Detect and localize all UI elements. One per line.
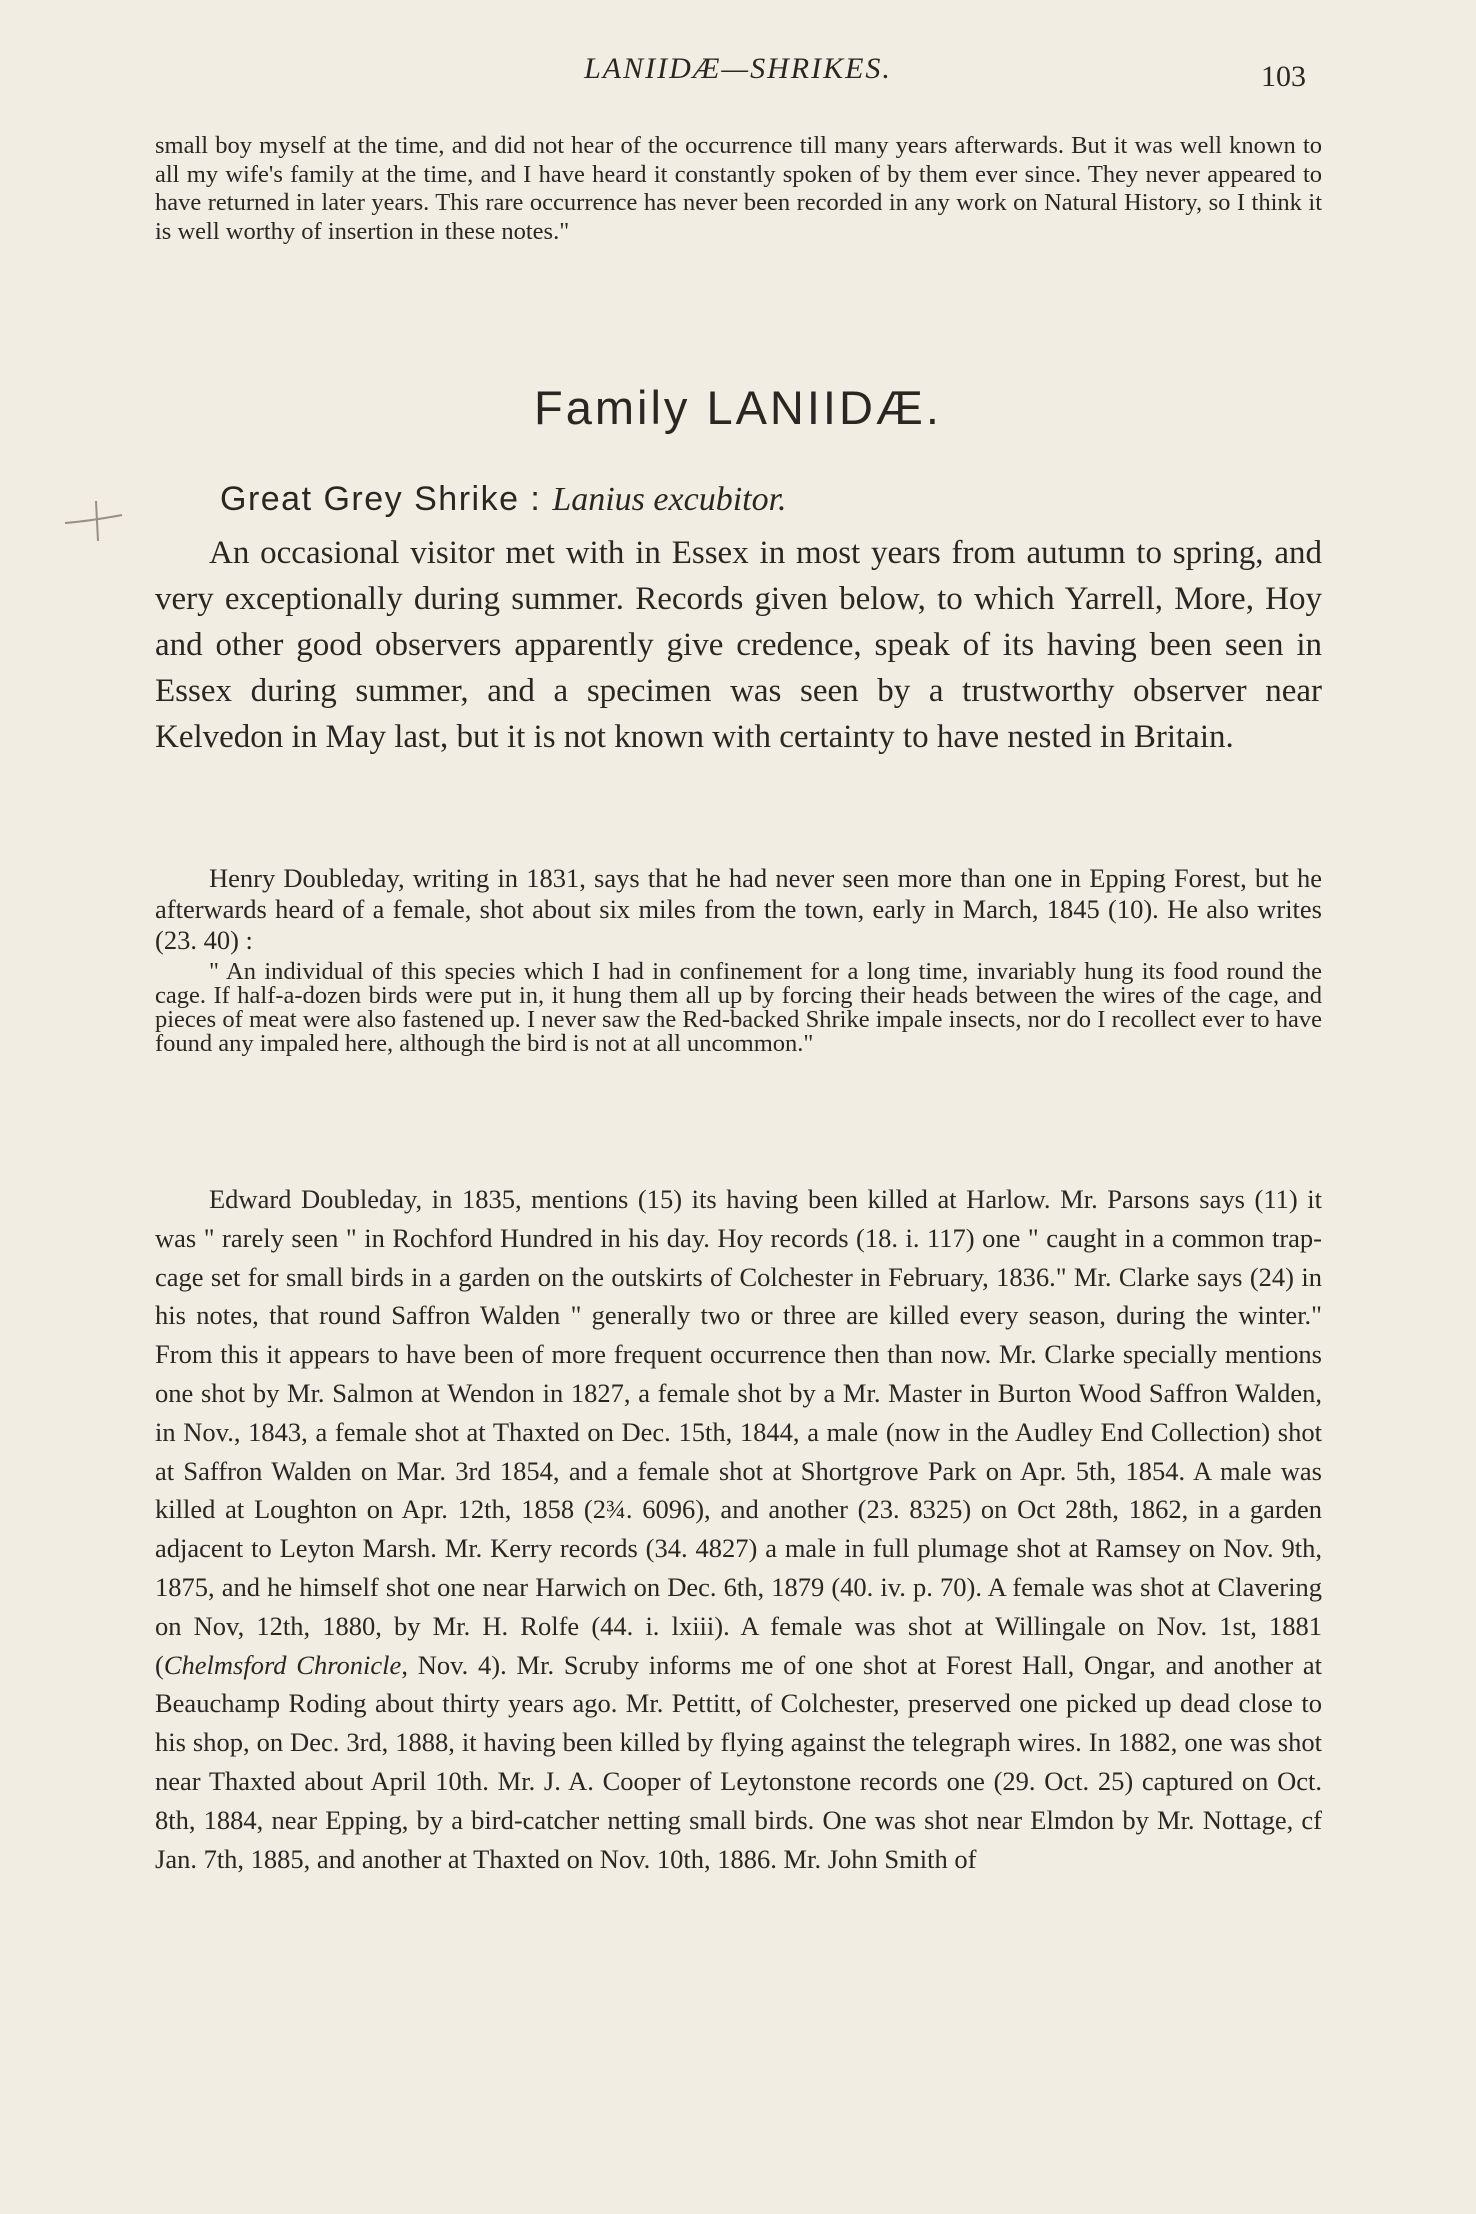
species-common-name: Great Grey Shrike : [220,480,553,518]
doubleday-section [155,863,1322,1062]
records-paragraph [155,1180,1322,1878]
records-section [155,1180,1322,1878]
running-title: LANIIDÆ—SHRIKES. [584,52,892,85]
records-text-1: Edward Doubleday, in 1835, mentions (15) its having been killed at Harlow. Mr. Parsons says (11) it was " rarely seen " in Rochford Hundred in his day. Hoy records (18. i. 117) one " caught in a common trap-cage set for small birds in a garden on the outskirts of Colchester in February, 1836." Mr. Clarke says (24) in his notes, that round Saffron Walden " generally two or three are killed every season, during the winter." From this it appears to have been of more frequent occurrence then than now. Mr. Clarke specially mentions one shot by Mr. Salmon at Wendon in 1827, a female shot by a Mr. Master in Burton Wood Saffron Walden, in Nov., 1843, a female shot at Thaxted on Dec. 15th, 1844, a male (now in the Audley End Collection) shot at Saffron Walden on Mar. 3rd 1854, and a female shot at Shortgrove Park on Apr. 5th, 1854. A male was killed at Loughton on Apr. 12th, 1858 (2¾. 6096), and another (23. 8325) on Oct 28th, 1862, in a garden adjacent to Leyton Marsh. Mr. Kerry records (34. 4827) a male in full plumage shot at Ramsey on Nov. 9th, 1875, and he himself shot one near Harwich on Dec. 6th, 1879 (40. iv. p. 70). A female was shot at Clavering on Nov, 12th, 1880, by Mr. H. Rolfe (44. i. lxiii). A female was shot at Willingale on Nov. 1st, 1881 ( [155,1184,1322,1680]
intro-section [155,530,1322,760]
doubleday-paragraph: Henry Doubleday, writing in 1831, says that he had never seen more than one in Epping Forest, but he afterwards heard of a female, shot about six miles from the town, early in March, 1845 (10). He also writes (23. 40) : [155,863,1322,955]
family-heading: Family LANIIDÆ. [534,381,942,434]
block-quote: " An individual of this species which I had in confinement for a long time, invariably hung its food round the cage. If half-a-dozen birds were put in, it hung them all up by forcing their heads between the wires of the cage, and pieces of meat were also fastened up. I never saw the Red-backed Shrike impale insects, nor do I recollect ever to have found any impaled here, although the bird is not at all uncommon." [155,958,1322,1057]
species-heading [220,480,787,519]
top-paragraph: small boy myself at the time, and did not hear of the occurrence till many years afterwards. But it was well known to all my wife's family at the time, and I have heard it constantly spoken of by them ever since. They never appeared to have returned in later years. This rare occurrence has never been recorded in any work on Natural History, so I think it is well worthy of insertion in these notes." [155,132,1322,245]
species-scientific-name: Lanius excubitor. [552,481,787,518]
records-text-2: , Nov. 4). Mr. Scruby informs me of one shot at Forest Hall, Ongar, and another at Beauchamp Roding about thirty years ago. Mr. Pettitt, of Colchester, preserved one picked up dead close to his shop, on Dec. 3rd, 1888, it having been killed by flying against the telegraph wires. In 1882, one was shot near Thaxted about April 10th. Mr. J. A. Cooper of Leytonstone records one (29. Oct. 25) captured on Oct. 8th, 1884, near Epping, by a bird-catcher netting small birds. One was shot near Elmdon by Mr. Nottage, cf Jan. 7th, 1885, and another at Thaxted on Nov. 10th, 1886. Mr. John Smith of [155,1649,1322,1874]
continued-quote-paragraph [155,132,1322,246]
pencil-cross-mark [60,495,130,545]
page-number: 103 [1261,60,1306,93]
intro-paragraph: An occasional visitor met with in Essex in most years from autumn to spring, and very exceptionally during summer. Records given below, to which Yarrell, More, Hoy and other good observers apparently give credence, speak of its having been seen in Essex during summer, and a specimen was seen by a trustworthy observer near Kelvedon in May last, but it is not known with certainty to have nested in Britain. [155,535,1322,755]
newspaper-title: Chelmsford Chronicle [163,1649,402,1680]
